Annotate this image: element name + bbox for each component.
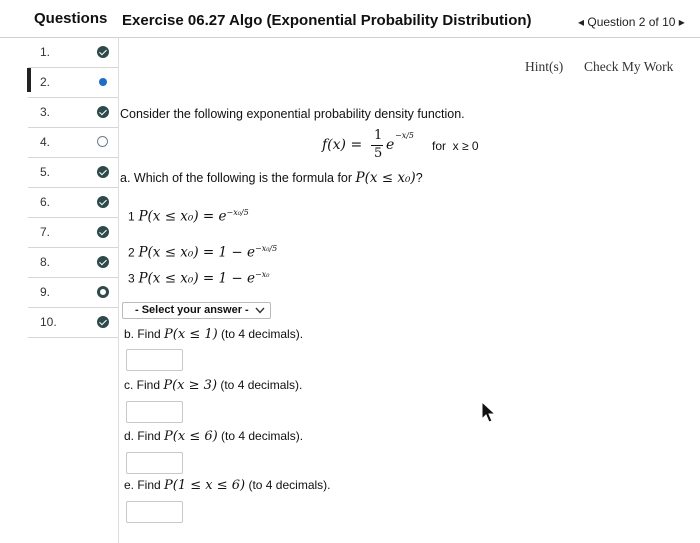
pdf-fraction-numerator: 1 (374, 128, 383, 143)
question-item-4[interactable] (28, 127, 118, 158)
current-dot-icon (99, 78, 107, 86)
pdf-lhs: f(x) = (322, 137, 363, 153)
answered-check-icon (97, 226, 109, 238)
pdf-formula (322, 128, 502, 164)
part-a-question (120, 170, 423, 186)
prev-question-arrow-icon[interactable]: ◂ (578, 15, 585, 29)
question-number: 1. (40, 45, 51, 59)
chevron-down-icon (255, 307, 265, 314)
questions-title: Questions (34, 10, 108, 27)
option-number: 2 (128, 245, 135, 260)
part-c-question (124, 378, 302, 393)
question-item-8[interactable] (28, 247, 118, 278)
select-label: - Select your answer - (135, 304, 249, 316)
option-formula: P(x ≤ x₀) = e (138, 208, 227, 225)
option-exponent: −x₀/5 (226, 208, 249, 217)
part-b-question (124, 327, 303, 342)
part-a-math: P(x ≤ x₀) (355, 170, 416, 186)
part-b-math: P(x ≤ 1) (164, 327, 218, 342)
option-formula: P(x ≤ x₀) = 1 − e (138, 270, 255, 287)
question-item-10[interactable] (28, 307, 118, 338)
part-c-answer-input[interactable] (126, 401, 183, 423)
question-item-3[interactable] (28, 97, 118, 128)
pdf-fraction-denominator: 5 (374, 146, 383, 161)
part-d-suffix: (to 4 decimals). (217, 429, 304, 443)
question-item-5[interactable] (28, 157, 118, 188)
mouse-cursor-icon (481, 401, 497, 423)
part-d-math: P(x ≤ 6) (164, 429, 218, 444)
option-exponent: −x₀ (254, 270, 270, 279)
part-b-answer-input[interactable] (126, 349, 183, 371)
pdf-e: e (386, 137, 395, 153)
part-d-question (124, 429, 303, 444)
question-number: 10. (40, 315, 57, 329)
question-item-2[interactable] (28, 67, 118, 98)
question-item-7[interactable] (28, 217, 118, 248)
part-a-prefix: a. Which of the following is the formula for (120, 171, 356, 185)
answered-check-icon (97, 196, 109, 208)
part-e-answer-input[interactable] (126, 501, 183, 523)
part-e-suffix: (to 4 decimals). (245, 478, 331, 492)
part-b-suffix: (to 4 decimals). (217, 327, 304, 341)
question-number: 2. (40, 75, 51, 89)
part-d-prefix: d. Find (124, 429, 165, 443)
part-c-suffix: (to 4 decimals). (217, 378, 303, 392)
option-exponent: −x₀/5 (254, 244, 278, 253)
part-e-prefix: e. Find (124, 478, 165, 492)
option-2 (128, 244, 277, 261)
answered-check-icon (97, 46, 109, 58)
question-counter: Question 2 of 10 (587, 15, 676, 29)
question-navigator (578, 15, 685, 29)
question-item-9[interactable] (28, 277, 118, 308)
question-item-1[interactable] (28, 37, 118, 68)
question-number: 6. (40, 195, 51, 209)
question-intro: Consider the following exponential probability density function. (120, 107, 465, 121)
question-number: 5. (40, 165, 51, 179)
part-e-math: P(1 ≤ x ≤ 6) (164, 478, 246, 493)
question-number: 3. (40, 105, 51, 119)
question-number: 7. (40, 225, 51, 239)
answered-check-icon (97, 316, 109, 328)
pdf-exponent: −x/5 (395, 131, 414, 140)
part-e-question (124, 478, 330, 493)
question-item-6[interactable] (28, 187, 118, 218)
option-1 (128, 208, 249, 225)
answer-select[interactable] (122, 302, 271, 319)
part-c-math: P(x ≥ 3) (163, 378, 218, 393)
option-number: 1 (128, 209, 135, 224)
partial-answer-icon (97, 286, 109, 298)
answered-check-icon (97, 256, 109, 268)
part-d-answer-input[interactable] (126, 452, 183, 474)
answered-check-icon (97, 166, 109, 178)
option-formula: P(x ≤ x₀) = 1 − e (138, 244, 255, 261)
part-c-prefix: c. Find (124, 378, 164, 392)
question-number: 8. (40, 255, 51, 269)
part-a-suffix: ? (415, 171, 423, 185)
question-number: 4. (40, 135, 51, 149)
hints-link[interactable]: Hint(s) (525, 59, 564, 74)
exercise-title: Exercise 06.27 Algo (Exponential Probability Distribution) (122, 12, 532, 29)
pdf-condition: for x ≥ 0 (432, 139, 479, 153)
option-3 (128, 270, 269, 287)
part-b-prefix: b. Find (124, 327, 165, 341)
next-question-arrow-icon[interactable]: ▸ (678, 15, 685, 29)
answered-check-icon (97, 106, 109, 118)
question-number: 9. (40, 285, 51, 299)
unanswered-circle-icon (97, 136, 108, 147)
check-my-work-link[interactable]: Check My Work (584, 59, 674, 74)
option-number: 3 (128, 271, 135, 286)
